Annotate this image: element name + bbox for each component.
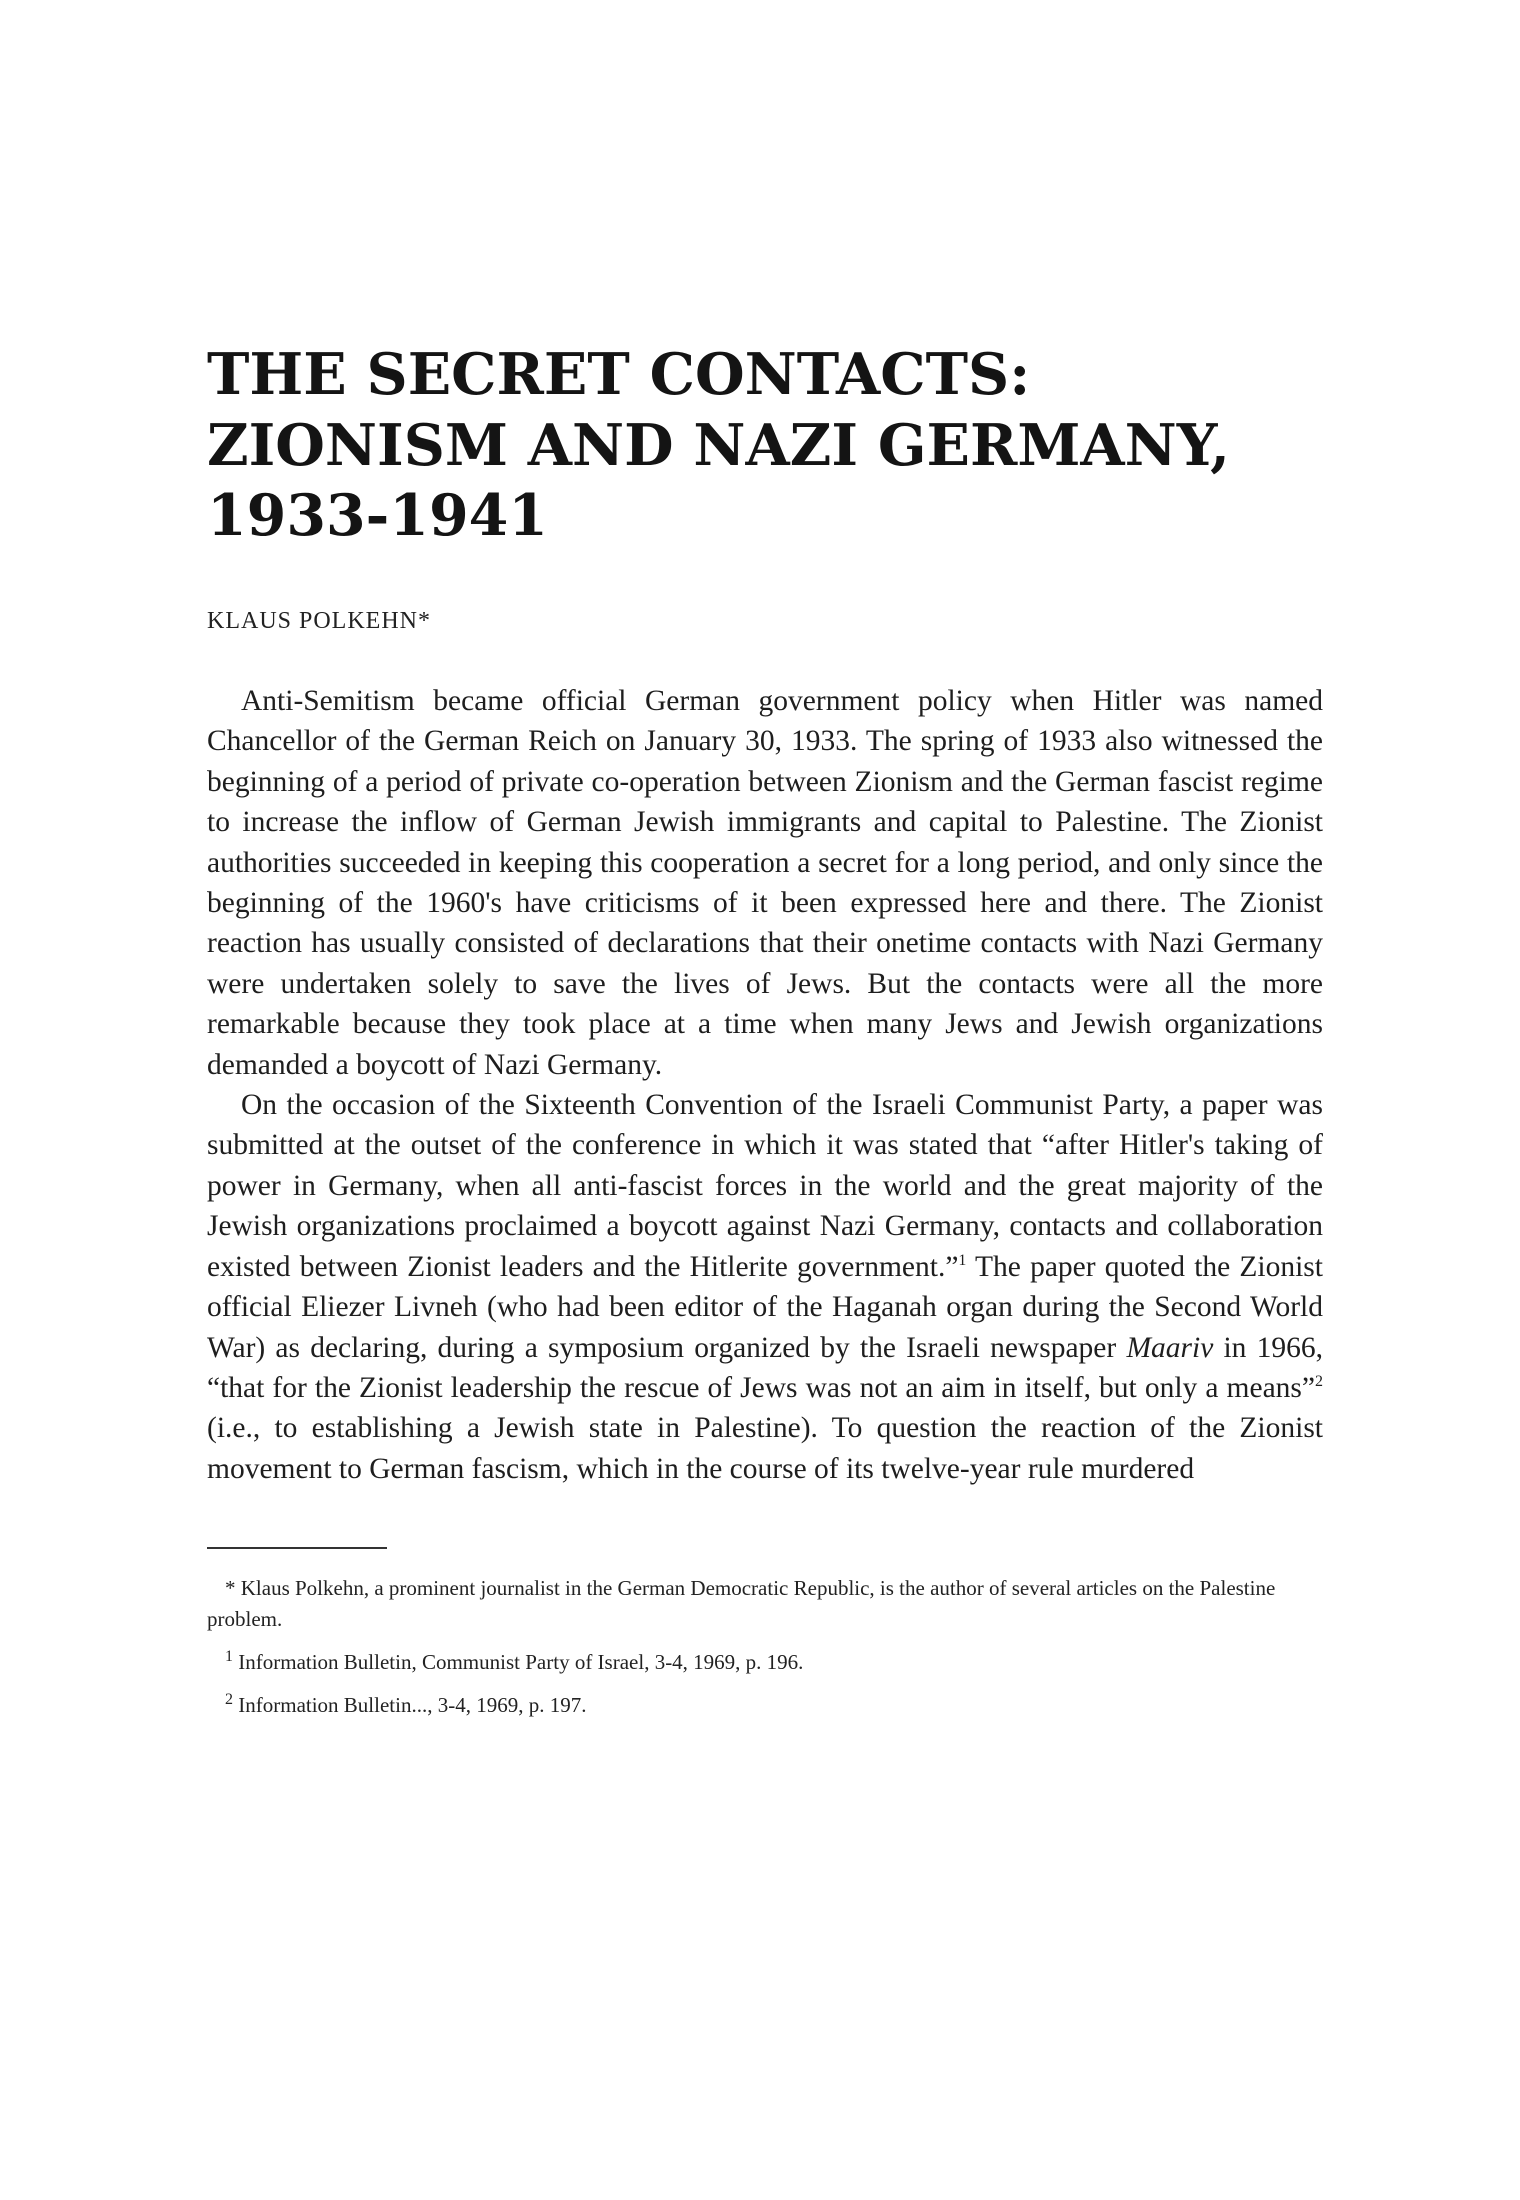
title-line-3: 1933-1941 <box>207 482 548 550</box>
page <box>207 340 1323 1733</box>
article-title <box>207 340 1323 552</box>
footnote-1-text: Information Bulletin, Communist Party of Israel, 3-4, 1969, p. 196. <box>238 1650 804 1675</box>
title-line-1: THE SECRET CONTACTS: <box>207 341 1031 408</box>
title-line-2: ZIONISM AND NAZI GERMANY, <box>207 411 1230 479</box>
paragraph-2-text-a: On the occasion of the Sixteenth Convention of the Israeli Communist Party, a paper was submitted at the outset of the conference in which it was stated that “after Hitler's taking of power in Germany, when all anti-fascist forces in the world and the great majority of the Jewish organizations proclaimed a boycott against Nazi Germany, contacts and collaboration existed between Zionist leaders and the Hitlerite government.” <box>207 1089 1323 1283</box>
paragraph-1: Anti-Semitism became official German government policy when Hitler was named Chancellor of the German Reich on January 30, 1933. The spring of 1933 also witnessed the beginning of a period of private co-operation between Zionism and the German fascist regime to increase the inflow of German Jewish immigrants and capital to Palestine. The Zionist authorities succeeded in keeping this cooperation a secret for a long period, and only since the beginning of the 1960's have criticisms of it been expressed here and there. The Zionist reaction has usually consisted of declarations that their onetime contacts with Nazi Germany were undertaken solely to save the lives of Jews. But the contacts were all the more remarkable because they took place at a time when many Jews and Jewish organizations demanded a boycott of Nazi Germany. <box>207 685 1323 1081</box>
footnote-ref-2[interactable]: 2 <box>1315 1373 1323 1391</box>
paragraph-2-text-b: The paper quoted the Zionist official Eliezer Livneh (who had been editor of the Haganah organ during the Second World War) as declaring, during a symposium organized by the Israeli newspaper <box>207 1250 1323 1364</box>
article-body <box>207 681 1323 1489</box>
footnote-2-text: Information Bulletin..., 3-4, 1969, p. 197. <box>238 1693 587 1718</box>
paragraph-2-text-d: (i.e., to establishing a Jewish state in Palestine). To question the reaction of the Zionist movement to German fascism, which in the course of its twelve-year rule murdered <box>207 1412 1323 1485</box>
paragraph-2 <box>207 1085 1323 1489</box>
footnote-2-mark: 2 <box>225 1691 233 1709</box>
footnote-1-mark: 1 <box>225 1648 233 1666</box>
footnote-divider <box>207 1547 387 1549</box>
footnote-author: * Klaus Polkehn, a prominent journalist in the German Democratic Republic, is the author of several articles on the Palestine problem. <box>207 1576 1276 1632</box>
footnote-2 <box>207 1690 1323 1721</box>
paragraph-2-text-c: in 1966, “that for the Zionist leadership the rescue of Jews was not an aim in itself, but only a means” <box>207 1331 1324 1404</box>
author-byline: KLAUS POLKEHN* <box>207 608 431 635</box>
footnote-ref-1[interactable]: 1 <box>958 1251 967 1269</box>
newspaper-name: Maariv <box>1126 1331 1214 1364</box>
footnote-1 <box>207 1647 1323 1678</box>
footnotes <box>207 1573 1323 1721</box>
